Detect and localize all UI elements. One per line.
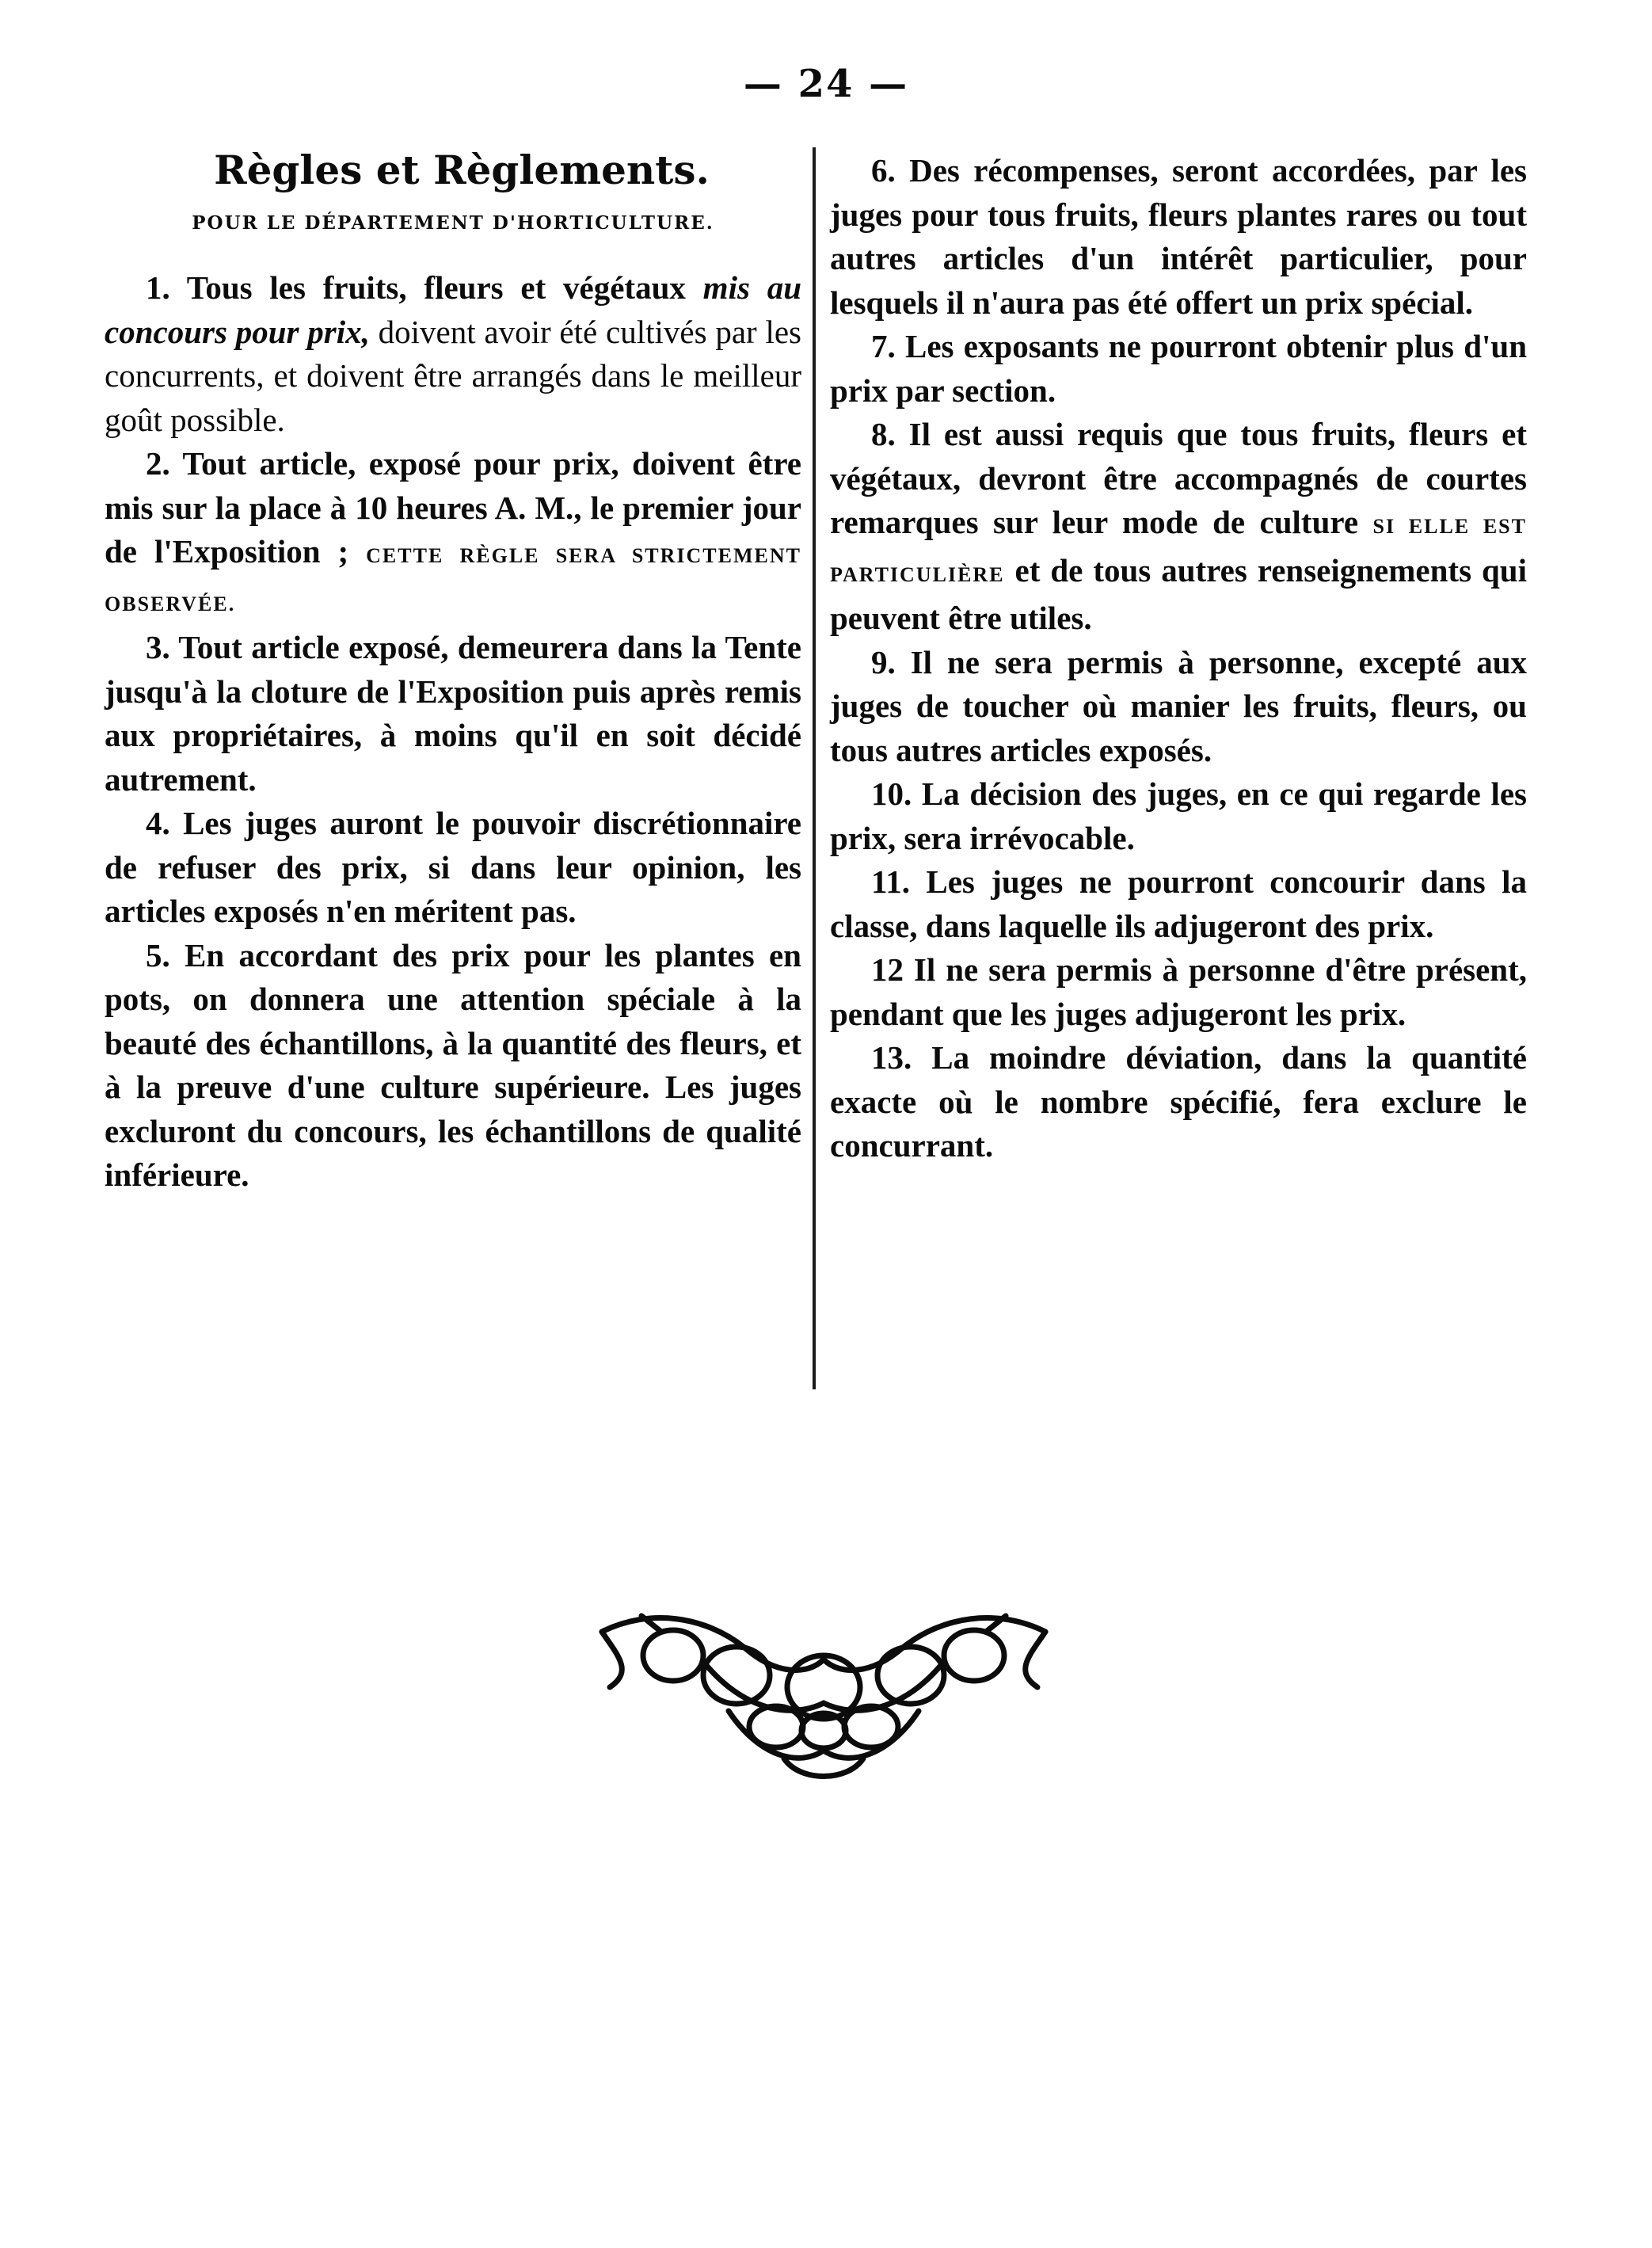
rule-13	[830, 1036, 1527, 1168]
rule-8	[830, 413, 1527, 641]
rule-8-lead: 8. Il est aussi requis que tous fruits, fleurs et végétaux, devront être accompagnés de courtes remarques sur leur mode de culture	[830, 416, 1527, 540]
column-divider	[813, 147, 816, 1389]
rule-7-text: 7. Les exposants ne pourront obtenir plus d'un prix par section.	[830, 328, 1527, 409]
rule-12-text: 12 Il ne sera permis à personne d'être présent, pendant que les juges adjugeront les prix.	[830, 951, 1527, 1032]
rule-11	[830, 860, 1527, 948]
rule-9	[830, 641, 1527, 773]
rule-5	[105, 934, 801, 1198]
section-subtitle: POUR LE DÉPARTEMENT D'HORTICULTURE.	[192, 212, 714, 234]
scroll-flourish-ornament-icon	[586, 1600, 1061, 1790]
page-number: — 24 —	[743, 62, 909, 106]
rule-10	[830, 772, 1527, 860]
rule-7	[830, 325, 1527, 413]
rule-4	[105, 802, 801, 934]
rule-1-tail: doivent avoir été cultivés par les concurrents, et doivent être arrangés dans le meilleur goût possible.	[105, 313, 801, 438]
rule-11-text: 11. Les juges ne pourront concourir dans la classe, dans laquelle ils adjugeront des prix.	[830, 863, 1527, 944]
left-column	[105, 143, 801, 1198]
right-column	[830, 143, 1527, 1168]
rule-3-text: 3. Tout article exposé, demeurera dans la Tente jusqu'à la cloture de l'Exposition puis après remis aux propriétaires, à moins qu'il en soit décidé autrement.	[105, 629, 801, 798]
rule-12	[830, 948, 1527, 1036]
rule-1	[105, 266, 801, 442]
rule-4-text: 4. Les juges auront le pouvoir discrétionnaire de refuser des prix, si dans leur opinion, les articles exposés n'en méritent pas.	[105, 805, 801, 929]
rule-3	[105, 626, 801, 802]
rule-8-tail: et de tous autres renseignements qui peuvent être utiles.	[830, 551, 1527, 636]
rule-5-text: 5. En accordant des prix pour les plantes en pots, on donnera une attention spéciale à la beauté des échantillons, à la quantité des fleurs, et à la preuve d'une culture supérieure. Les juges excluront du concours, les échantillons de qualité inférieure.	[105, 936, 801, 1193]
rule-6	[830, 149, 1527, 325]
rule-2	[105, 442, 801, 626]
rule-8-caps: SI ELLE EST PARTICULIÈRE	[830, 515, 1527, 586]
rule-2-lead: 2. Tout article, exposé pour prix, doivent être mis sur la place à 10 heures A. M., le premier jour de l'Exposition ;	[105, 445, 801, 570]
rule-1-lead: 1. Tous les fruits, fleurs et végétaux	[146, 269, 703, 306]
section-title: Règles et Règlements.	[214, 147, 710, 193]
rule-13-text: 13. La moindre déviation, dans la quantité exacte où le nombre spécifié, fera exclure le concurrant.	[830, 1039, 1527, 1164]
rule-6-text: 6. Des récompenses, seront accordées, par les juges pour tous fruits, fleurs plantes rares ou tout autres articles d'un intérêt particulier, pour lesquels il n'aura pas été offert un prix spécial.	[830, 152, 1527, 321]
rule-9-text: 9. Il ne sera permis à personne, excepté aux juges de toucher où manier les fruits, fleurs, ou tous autres articles exposés.	[830, 643, 1527, 768]
rule-2-caps: CETTE RÈGLE SERA STRICTEMENT OBSERVÉE.	[105, 544, 801, 615]
rule-10-text: 10. La décision des juges, en ce qui regarde les prix, sera irrévocable.	[830, 775, 1527, 856]
rule-1-italic: mis au concours pour prix,	[105, 269, 801, 350]
